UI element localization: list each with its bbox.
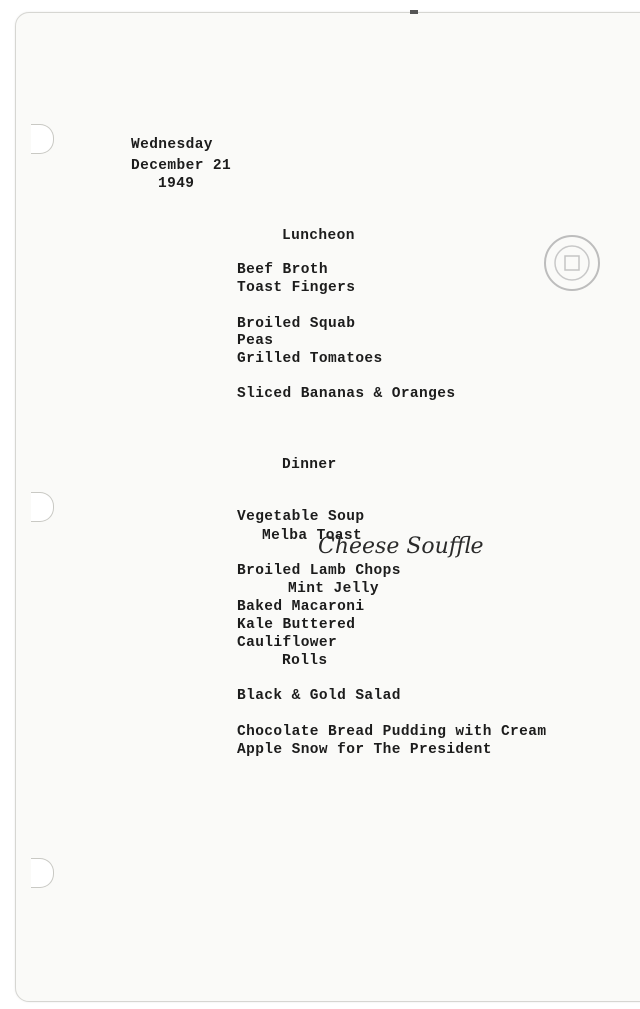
dinner-item: Melba Toast [262, 528, 363, 544]
dinner-item: Cauliflower [237, 635, 338, 651]
dinner-title: Dinner [282, 457, 337, 473]
library-stamp-icon [543, 234, 601, 292]
dinner-item: Apple Snow for The President [237, 742, 492, 758]
dinner-item: Vegetable Soup [237, 509, 365, 525]
header-date: December 21 [131, 158, 232, 174]
luncheon-item: Sliced Bananas & Oranges [237, 386, 456, 402]
luncheon-item: Peas [237, 333, 274, 349]
header-day: Wednesday [131, 137, 213, 153]
dinner-item: Mint Jelly [288, 581, 380, 597]
header-year: 1949 [158, 176, 195, 192]
dinner-item: Chocolate Bread Pudding with Cream [237, 724, 547, 740]
dinner-item: Baked Macaroni [237, 599, 365, 615]
top-edge-mark [410, 10, 418, 14]
dinner-item: Rolls [282, 653, 328, 669]
luncheon-item: Toast Fingers [237, 280, 356, 296]
dinner-item: Broiled Lamb Chops [237, 563, 401, 579]
dinner-item: Kale Buttered [237, 617, 356, 633]
paper-sheet [15, 12, 640, 1002]
dinner-item: Black & Gold Salad [237, 688, 401, 704]
luncheon-item: Broiled Squab [237, 316, 356, 332]
luncheon-title: Luncheon [282, 228, 355, 244]
luncheon-item: Beef Broth [237, 262, 329, 278]
handwritten-note: Cheese Souffle [318, 534, 484, 559]
luncheon-item: Grilled Tomatoes [237, 351, 383, 367]
